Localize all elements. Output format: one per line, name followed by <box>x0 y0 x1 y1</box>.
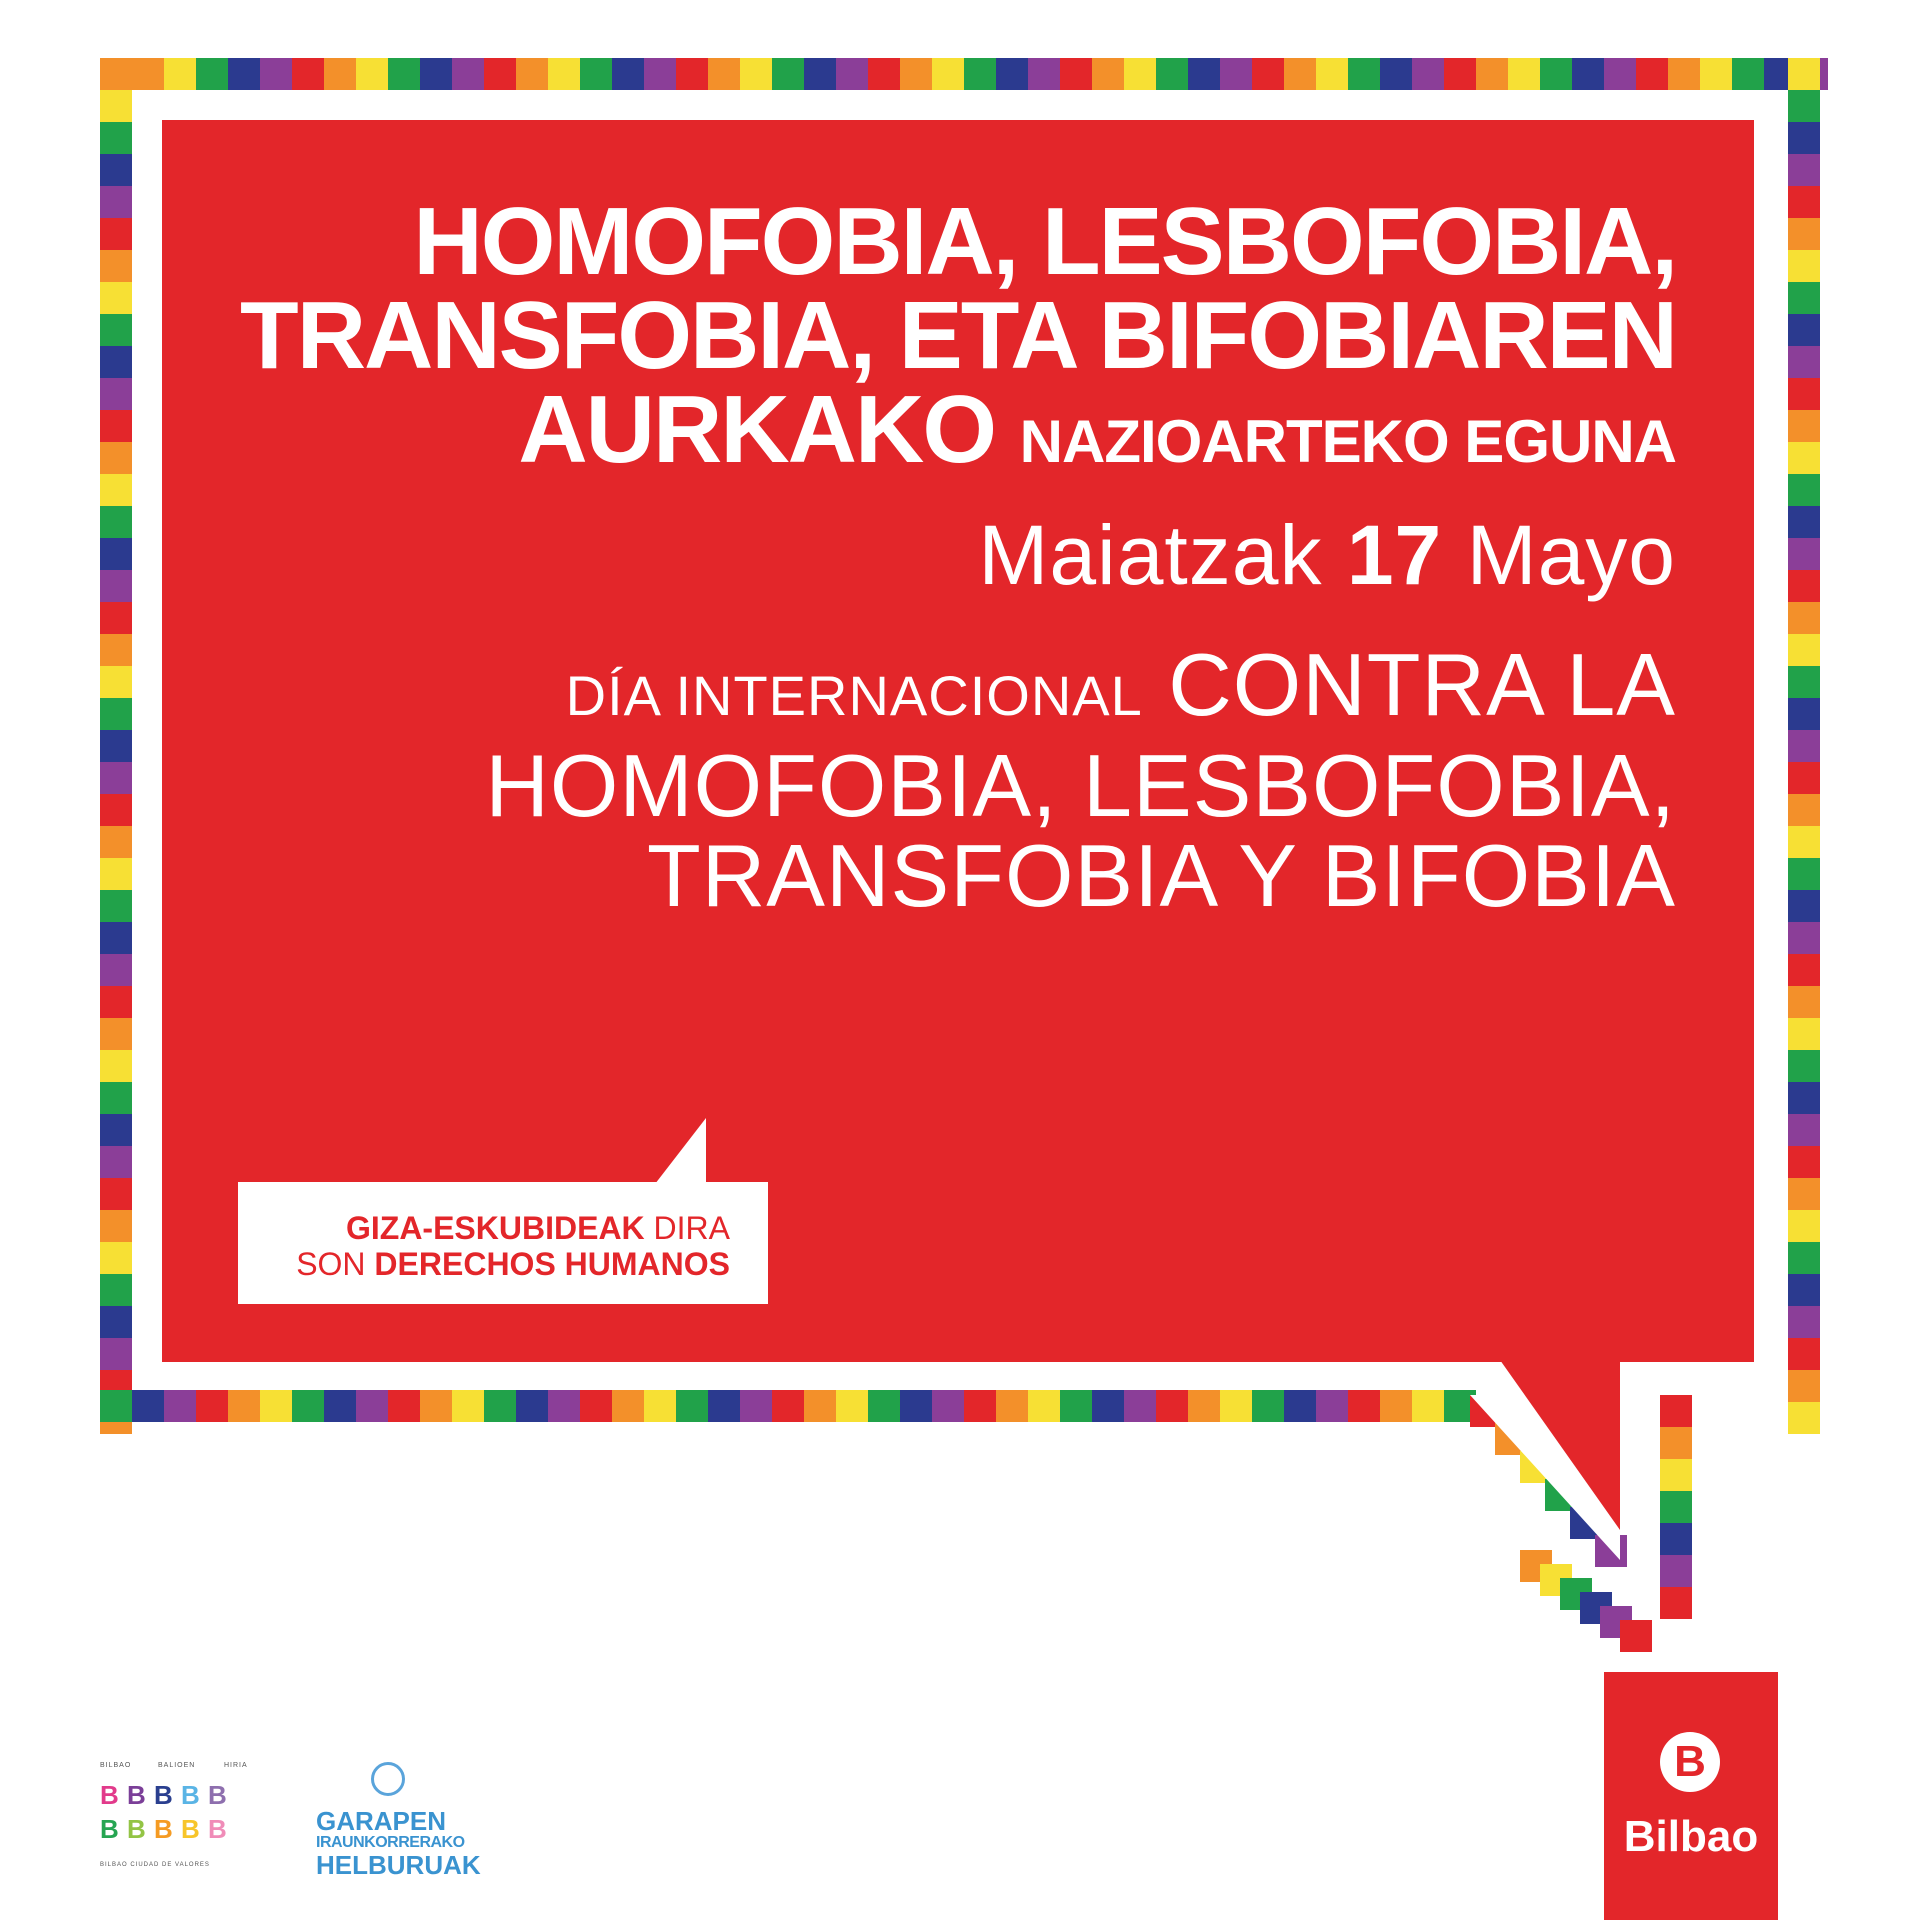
sdg-logo-line-1: GARAPEN <box>316 1806 447 1836</box>
rainbow-square <box>388 58 420 90</box>
rainbow-square <box>1660 1459 1692 1491</box>
rainbow-square <box>100 794 132 826</box>
rainbow-square <box>260 58 292 90</box>
rainbow-square <box>100 90 132 122</box>
rainbow-square <box>612 58 644 90</box>
rainbow-square <box>644 58 676 90</box>
rainbow-square <box>100 730 132 762</box>
rainbow-square <box>516 1390 548 1422</box>
rainbow-square <box>1700 58 1732 90</box>
basque-title-nazioarteko: NAZIOARTEKO EGUNA <box>1019 408 1676 475</box>
rainbow-square <box>1660 1491 1692 1523</box>
rainbow-square <box>100 1338 132 1370</box>
rainbow-square <box>804 1390 836 1422</box>
rainbow-square <box>100 122 132 154</box>
values-logo-bottom: BILBAO CIUDAD DE VALORES <box>100 1862 210 1868</box>
rainbow-square <box>100 218 132 250</box>
rainbow-square <box>1788 922 1820 954</box>
rainbow-square <box>100 506 132 538</box>
rainbow-square <box>836 58 868 90</box>
rainbow-square <box>1788 794 1820 826</box>
rainbow-border-bottom <box>100 1390 1476 1422</box>
human-rights-tag <box>238 1182 768 1304</box>
rainbow-square <box>1788 186 1820 218</box>
rainbow-square <box>420 58 452 90</box>
rainbow-square <box>900 1390 932 1422</box>
rainbow-square <box>1380 1390 1412 1422</box>
values-logo-top-left: BILBAO <box>100 1762 132 1769</box>
bilbao-city-logo <box>1604 1672 1778 1920</box>
rainbow-square <box>1788 1274 1820 1306</box>
rainbow-square <box>1788 986 1820 1018</box>
rainbow-square <box>1788 250 1820 282</box>
rainbow-border-right <box>1788 58 1820 1434</box>
rainbow-square <box>580 1390 612 1422</box>
rainbow-square <box>1188 1390 1220 1422</box>
values-logo-letter: B <box>208 1780 227 1810</box>
bilbao-values-logo <box>100 1762 258 1870</box>
rainbow-square <box>1252 1390 1284 1422</box>
rainbow-square <box>196 1390 228 1422</box>
rainbow-square <box>1788 442 1820 474</box>
rainbow-square <box>1788 954 1820 986</box>
rainbow-square <box>100 666 132 698</box>
rainbow-square <box>772 58 804 90</box>
rainbow-square <box>100 1210 132 1242</box>
rainbow-square <box>100 1114 132 1146</box>
event-date <box>978 510 1676 600</box>
rainbow-square <box>644 1390 676 1422</box>
values-logo-letter: B <box>127 1814 146 1844</box>
rainbow-square <box>1788 218 1820 250</box>
rainbow-square <box>100 634 132 666</box>
rainbow-square <box>100 186 132 218</box>
spanish-title-dia-internacional: DÍA INTERNACIONAL <box>565 664 1143 727</box>
sdg-logo-line-3: HELBURUAK <box>316 1850 481 1880</box>
rainbow-square <box>932 58 964 90</box>
basque-title-line-1: HOMOFOBIA, LESBOFOBIA, <box>413 188 1676 295</box>
rainbow-square <box>1788 378 1820 410</box>
tag-spanish-bold: DERECHOS HUMANOS <box>374 1246 730 1282</box>
tag-spanish-line <box>296 1246 730 1282</box>
rainbow-square <box>1732 58 1764 90</box>
rainbow-square <box>1092 1390 1124 1422</box>
rainbow-square <box>100 1306 132 1338</box>
rainbow-square <box>1788 538 1820 570</box>
rainbow-square <box>1028 1390 1060 1422</box>
rainbow-square <box>1668 58 1700 90</box>
rainbow-square <box>740 58 772 90</box>
rainbow-square <box>1660 1427 1692 1459</box>
rainbow-square <box>1572 58 1604 90</box>
rainbow-square <box>100 922 132 954</box>
rainbow-square <box>708 1390 740 1422</box>
rainbow-square <box>100 410 132 442</box>
rainbow-square <box>100 1146 132 1178</box>
rainbow-square <box>1788 1370 1820 1402</box>
rainbow-square <box>1316 1390 1348 1422</box>
rainbow-square <box>1788 410 1820 442</box>
rainbow-square <box>1284 58 1316 90</box>
rainbow-square <box>1788 282 1820 314</box>
rainbow-square <box>964 1390 996 1422</box>
rainbow-square <box>1220 58 1252 90</box>
rainbow-square <box>1788 666 1820 698</box>
rainbow-square <box>100 474 132 506</box>
rainbow-square <box>1788 474 1820 506</box>
rainbow-square <box>324 58 356 90</box>
rainbow-square <box>932 1390 964 1422</box>
rainbow-square <box>964 58 996 90</box>
rainbow-square <box>1788 1018 1820 1050</box>
rainbow-square <box>1788 1146 1820 1178</box>
rainbow-square <box>548 58 580 90</box>
rainbow-square <box>1412 58 1444 90</box>
rainbow-square <box>1660 1555 1692 1587</box>
rainbow-square <box>484 58 516 90</box>
rainbow-square <box>1788 1050 1820 1082</box>
rainbow-square <box>132 1390 164 1422</box>
rainbow-square <box>1252 58 1284 90</box>
date-basque-month: Maiatzak <box>978 508 1323 602</box>
rainbow-square <box>100 762 132 794</box>
rainbow-square <box>100 858 132 890</box>
rainbow-square <box>1348 1390 1380 1422</box>
rainbow-square <box>580 58 612 90</box>
rainbow-square <box>356 1390 388 1422</box>
rainbow-square <box>1188 58 1220 90</box>
rainbow-square <box>1444 58 1476 90</box>
basque-title-line-2: TRANSFOBIA, ETA BIFOBIAREN <box>240 282 1676 389</box>
date-spanish-month: Mayo <box>1466 508 1676 602</box>
rainbow-square <box>1156 1390 1188 1422</box>
un-emblem-icon <box>371 1762 405 1796</box>
rainbow-square <box>548 1390 580 1422</box>
rainbow-square <box>164 1390 196 1422</box>
rainbow-square <box>1788 1242 1820 1274</box>
rainbow-square <box>1788 1402 1820 1434</box>
rainbow-square <box>1660 1395 1692 1427</box>
rainbow-square <box>100 1242 132 1274</box>
rainbow-square <box>1060 1390 1092 1422</box>
values-logo-top-right: HIRIA <box>224 1762 248 1769</box>
rainbow-square <box>1788 730 1820 762</box>
rainbow-square <box>1660 1523 1692 1555</box>
rainbow-square <box>1788 90 1820 122</box>
rainbow-square <box>1788 890 1820 922</box>
rainbow-square <box>1788 1114 1820 1146</box>
rainbow-square <box>100 58 132 90</box>
values-logo-letter: B <box>154 1780 173 1810</box>
rainbow-square <box>1380 58 1412 90</box>
rainbow-square <box>1788 858 1820 890</box>
rainbow-square <box>356 58 388 90</box>
date-day: 17 <box>1346 508 1443 602</box>
rainbow-square <box>100 282 132 314</box>
rainbow-square <box>1788 122 1820 154</box>
rainbow-square <box>740 1390 772 1422</box>
tag-basque-bold: GIZA-ESKUBIDEAK <box>345 1210 645 1246</box>
rainbow-square <box>452 1390 484 1422</box>
rainbow-square <box>164 58 196 90</box>
rainbow-square <box>868 58 900 90</box>
rainbow-square <box>1660 1587 1692 1619</box>
rainbow-square <box>1316 58 1348 90</box>
rainbow-square <box>1028 58 1060 90</box>
human-rights-tag-text <box>296 1210 730 1282</box>
rainbow-square <box>1604 58 1636 90</box>
rainbow-square <box>228 58 260 90</box>
rainbow-square <box>1284 1390 1316 1422</box>
spanish-title-line-3: TRANSFOBIA Y BIFOBIA <box>646 826 1676 925</box>
rainbow-square <box>1060 58 1092 90</box>
rainbow-square <box>1788 634 1820 666</box>
sdg-logo <box>316 1762 481 1880</box>
rainbow-square <box>100 602 132 634</box>
rainbow-square <box>100 378 132 410</box>
values-logo-letter: B <box>100 1780 119 1810</box>
rainbow-square <box>804 58 836 90</box>
rainbow-square <box>100 954 132 986</box>
tag-basque-rest: DIRA <box>653 1210 730 1246</box>
rainbow-square <box>100 250 132 282</box>
values-logo-letter: B <box>208 1814 227 1844</box>
rainbow-square <box>228 1390 260 1422</box>
rainbow-square <box>292 58 324 90</box>
rainbow-square <box>388 1390 420 1422</box>
rainbow-square <box>1788 314 1820 346</box>
rainbow-square <box>132 58 164 90</box>
spanish-title-line-1 <box>276 635 1676 741</box>
rainbow-square <box>612 1390 644 1422</box>
rainbow-square <box>1788 1082 1820 1114</box>
basque-title-aurkako: AURKAKO <box>518 376 995 483</box>
rainbow-square <box>900 58 932 90</box>
rainbow-square <box>1788 1210 1820 1242</box>
rainbow-border-left <box>100 58 132 1434</box>
rainbow-square <box>772 1390 804 1422</box>
spanish-title-contra-la: CONTRA LA <box>1168 635 1676 734</box>
tag-spanish-pre: SON <box>296 1246 366 1282</box>
rainbow-square <box>292 1390 324 1422</box>
rainbow-square <box>1788 506 1820 538</box>
rainbow-square <box>452 58 484 90</box>
rainbow-square <box>260 1390 292 1422</box>
basque-title-line-3 <box>176 376 1676 489</box>
bilbao-b-icon: B <box>1660 1732 1720 1792</box>
rainbow-square <box>1788 154 1820 186</box>
rainbow-square <box>484 1390 516 1422</box>
rainbow-square <box>1788 602 1820 634</box>
rainbow-square <box>868 1390 900 1422</box>
rainbow-square <box>1636 58 1668 90</box>
rainbow-square <box>1788 58 1820 90</box>
rainbow-square <box>100 570 132 602</box>
rainbow-square <box>100 538 132 570</box>
rainbow-square <box>196 58 228 90</box>
rainbow-square <box>1788 1178 1820 1210</box>
rainbow-square <box>100 442 132 474</box>
rainbow-square <box>1788 570 1820 602</box>
rainbow-square <box>1788 346 1820 378</box>
rainbow-square <box>100 1390 132 1422</box>
rainbow-square <box>1788 698 1820 730</box>
rainbow-square <box>1412 1390 1444 1422</box>
rainbow-square <box>1220 1390 1252 1422</box>
rainbow-border-top <box>100 58 1828 90</box>
rainbow-square <box>100 1178 132 1210</box>
rainbow-square <box>100 314 132 346</box>
rainbow-square <box>100 826 132 858</box>
rainbow-square <box>100 890 132 922</box>
tag-basque-line <box>296 1210 730 1246</box>
rainbow-square <box>1788 1306 1820 1338</box>
rainbow-square <box>1348 58 1380 90</box>
rainbow-square <box>1540 58 1572 90</box>
rainbow-square <box>1788 1338 1820 1370</box>
rainbow-square <box>1620 1620 1652 1652</box>
values-logo-letter: B <box>181 1814 200 1844</box>
values-logo-letter: B <box>127 1780 146 1810</box>
rainbow-square <box>836 1390 868 1422</box>
rainbow-square <box>1788 762 1820 794</box>
rainbow-square <box>996 58 1028 90</box>
bilbao-name: Bilbao <box>1623 1812 1759 1861</box>
rainbow-square <box>1476 58 1508 90</box>
rainbow-square <box>1124 1390 1156 1422</box>
spanish-title <box>276 635 1676 925</box>
values-logo-letter: B <box>100 1814 119 1844</box>
spanish-title-line-2: HOMOFOBIA, LESBOFOBIA, <box>485 736 1676 835</box>
rainbow-square <box>1508 58 1540 90</box>
rainbow-square <box>708 58 740 90</box>
values-logo-letter: B <box>154 1814 173 1844</box>
rainbow-square <box>100 1082 132 1114</box>
rainbow-square <box>516 58 548 90</box>
rainbow-square <box>100 1050 132 1082</box>
rainbow-square <box>100 154 132 186</box>
values-logo-letter: B <box>181 1780 200 1810</box>
rainbow-square <box>1092 58 1124 90</box>
rainbow-square <box>1788 826 1820 858</box>
rainbow-square <box>324 1390 356 1422</box>
rainbow-square <box>420 1390 452 1422</box>
values-logo-top-mid: BALIOEN <box>158 1762 196 1769</box>
rainbow-square <box>100 698 132 730</box>
rainbow-square <box>100 346 132 378</box>
rainbow-square <box>1124 58 1156 90</box>
rainbow-square <box>100 1018 132 1050</box>
rainbow-square <box>100 1274 132 1306</box>
rainbow-square <box>996 1390 1028 1422</box>
basque-title <box>176 188 1676 489</box>
rainbow-square <box>100 986 132 1018</box>
rainbow-square <box>676 58 708 90</box>
rainbow-square <box>1156 58 1188 90</box>
sdg-logo-line-2: IRAUNKORRERAKO <box>316 1834 465 1851</box>
rainbow-square <box>676 1390 708 1422</box>
